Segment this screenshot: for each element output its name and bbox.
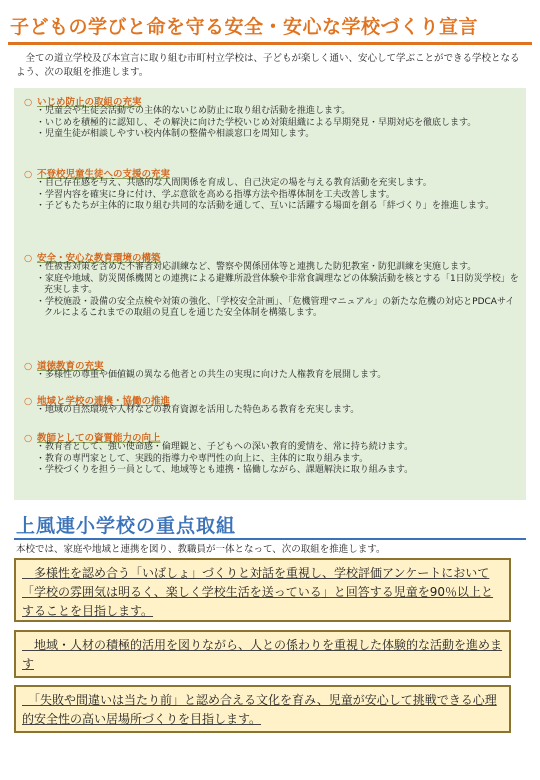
list-item: ・いじめを積極的に認知し、その解決に向けた学校いじめ対策組織による早期発見・早期対応を徹底します。 <box>36 117 477 128</box>
list-item: ・自己存在感を与え、共感的な人間関係を育成し、自己決定の場を与える教育活動を充実します。 <box>36 178 432 188</box>
section-title: ○ 安全・安心な教育環境の構築 <box>24 253 161 264</box>
list-item: ・学校づくりを担う一員として、地域等とも連携・協働しながら、課題解決に取り組みます。 <box>36 465 414 476</box>
title-underline <box>8 42 532 45</box>
list-item: ・学校施設・設備の安全点検や対策の強化、「学校安全計画」、「危機管理マニュアル」の新たな危機の対応とPDCAサイクルによるこれまでの取組の見直しを通じた安全体制を構築します。 <box>36 296 515 319</box>
focus-box-1 <box>14 558 511 622</box>
school-heading-underline <box>14 538 526 540</box>
circle-marker-icon: ○ <box>24 253 33 264</box>
school-lead-text: 本校では、家庭や地域と連携を図り、教職員が一体となって、次の取組を推進します。 <box>16 544 386 555</box>
list-item: ・教育者として、強い使命感・倫理観と、子どもへの深い教育的愛情を、常に持ち続けます。 <box>36 442 414 452</box>
intro-paragraph: 全ての道立学校及び本宣言に取り組む市町村立学校は、子どもが楽しく通い、安心して学ぶことができる学校となるよう、次の取組を推進します。 <box>16 53 520 78</box>
section-title: ○ いじめ防止の取組の充実 <box>24 97 142 108</box>
list-item: ・児童会や生徒会活動での主体的ないじめ防止に取り組む活動を推進します。 <box>36 106 351 116</box>
school-heading: 上風連小学校の重点取組 <box>16 515 237 537</box>
focus-box-3 <box>14 685 511 733</box>
section-title: ○ 地域と学校の連携・協働の推進 <box>24 396 171 407</box>
list-item: ・地域の自然環境や人材などの教育資源を活用した特色ある教育を充実します。 <box>36 405 360 415</box>
list-item: ・児童生徒が相談しやすい校内体制の整備や相談窓口を周知します。 <box>36 129 315 140</box>
circle-marker-icon: ○ <box>24 361 33 372</box>
focus-box-2 <box>14 630 511 678</box>
declaration-panel <box>14 88 526 500</box>
circle-marker-icon: ○ <box>24 97 33 108</box>
section-title: ○ 不登校児童生徒への支援の充実 <box>24 169 171 180</box>
section-title: ○ 道徳教育の充実 <box>24 361 104 372</box>
circle-marker-icon: ○ <box>24 396 33 407</box>
list-item: ・家庭や地域、防災関係機関との連携による避難所設営体験や非常食調理などの体験活動を核とする「1日防災学校」を充実します。 <box>36 273 519 296</box>
circle-marker-icon: ○ <box>24 433 33 444</box>
list-item: ・子どもたちが主体的に取り組む共同的な活動を通して、互いに活躍する場面を創る「絆づくり」を推進します。 <box>36 201 495 212</box>
focus-text: 地域・人材の積極的活用を図りながら、人との係わりを重視した体験的な活動を進めます <box>22 638 503 671</box>
list-item: ・性被害対策を含めた不審者対応訓練など、警察や関係団体等と連携した防犯教室・防犯訓練を実施します。 <box>36 262 477 272</box>
list-item: ・学習内容を確実に身に付け、学ぶ意欲を高める指導方法や指導体制を工夫改善します。 <box>36 189 395 200</box>
list-item: ・教育の専門家として、実践的指導力や専門性の向上に、主体的に取り組みます。 <box>36 453 369 464</box>
focus-text: 「失敗や間違いは当たり前」と認め合える文化を育み、児童が安心して挑戦できる心理的安全性の高い居場所づくりを目指します。 <box>22 693 497 726</box>
list-item: ・多様性の尊重や価値観の異なる他者との共生の実現に向けた人権教育を展開します。 <box>36 370 387 380</box>
section-title: ○ 教師としての資質能力の向上 <box>24 433 161 444</box>
page-title: 子どもの学びと命を守る安全・安心な学校づくり宣言 <box>10 16 479 38</box>
circle-marker-icon: ○ <box>24 169 33 180</box>
focus-text: 多様性を認め合う「いばしょ」づくりと対話を重視し、学校評価アンケートにおいて「学校の雰囲気は明るく、楽しく学校生活を送っている」と回答する児童を90％以上とすることを目指します。 <box>22 566 494 618</box>
